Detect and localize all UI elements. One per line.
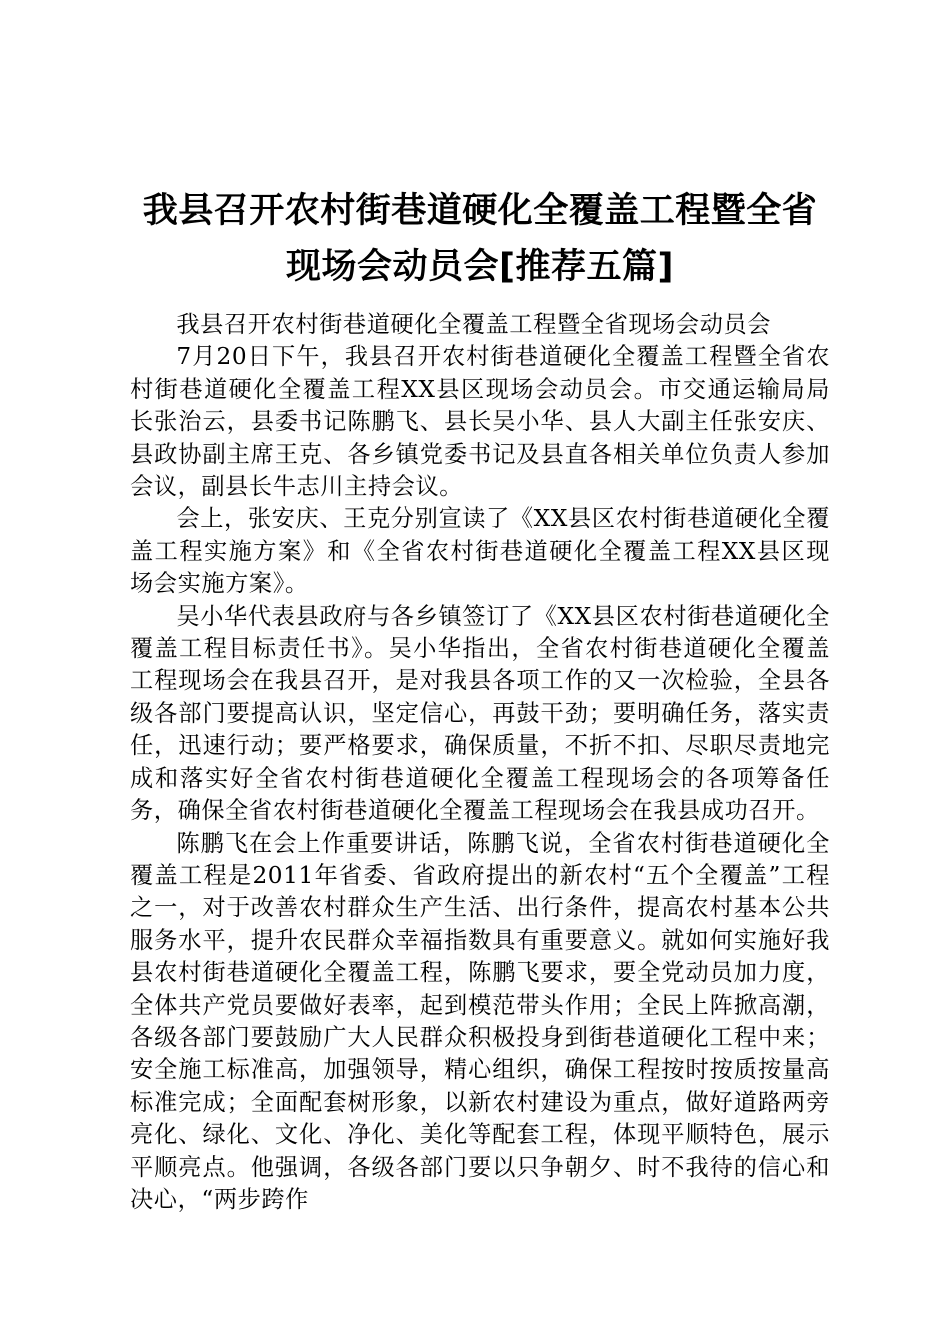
- document-page: [130, 0, 830, 1216]
- paragraph: 陈鹏飞在会上作重要讲话，陈鹏飞说，全省农村街巷道硬化全覆盖工程是2011年省委、省政府提出的新农村“五个全覆盖”工程之一，对于改善农村群众生产生活、出行条件，提高农村基本公共服务水平，提升农民群众幸福指数具有重要意义。就如何实施好我县农村街巷道硬化全覆盖工程，陈鹏飞要求，要全党动员加力度，全体共产党员要做好表率，起到模范带头作用；全民上阵掀高潮，各级各部门要鼓励广大人民群众积极投身到街巷道硬化工程中来；安全施工标准高，加强领导，精心组织，确保工程按时按质按量高标准完成；全面配套树形象，以新农村建设为重点，做好道路两旁亮化、绿化、文化、净化、美化等配套工程，体现平顺特色，展示平顺亮点。他强调，各级各部门要以只争朝夕、时不我待的信心和决心，“两步跨作: [130, 829, 830, 1213]
- paragraph: 会上，张安庆、王克分别宣读了《XX县区农村街巷道硬化全覆盖工程实施方案》和《全省农村街巷道硬化全覆盖工程XX县区现场会实施方案》。: [130, 505, 830, 598]
- document-body: [130, 309, 830, 1216]
- paragraph: 吴小华代表县政府与各乡镇签订了《XX县区农村街巷道硬化全覆盖工程目标责任书》。吴小华指出，全省农村街巷道硬化全覆盖工程现场会在我县召开，是对我县各项工作的又一次检验，全县各级各部门要提高认识，坚定信心，再鼓干劲；要明确任务，落实责任，迅速行动；要严格要求，确保质量，不折不扣、尽职尽责地完成和落实好全省农村街巷道硬化全覆盖工程现场会的各项筹备任务，确保全省农村街巷道硬化全覆盖工程现场会在我县成功召开。: [130, 602, 830, 825]
- paragraph: 7月20日下午，我县召开农村街巷道硬化全覆盖工程暨全省农村街巷道硬化全覆盖工程XX县区现场会动员会。市交通运输局局长张治云，县委书记陈鹏飞、县长吴小华、县人大副主任张安庆、县政协副主席王克、各乡镇党委书记及县直各相关单位负责人参加会议，副县长牛志川主持会议。: [130, 343, 830, 501]
- paragraph-subtitle: 我县召开农村街巷道硬化全覆盖工程暨全省现场会动员会: [176, 311, 772, 338]
- document-title: 我县召开农村街巷道硬化全覆盖工程暨全省现场会动员会[推荐五篇]: [142, 191, 818, 287]
